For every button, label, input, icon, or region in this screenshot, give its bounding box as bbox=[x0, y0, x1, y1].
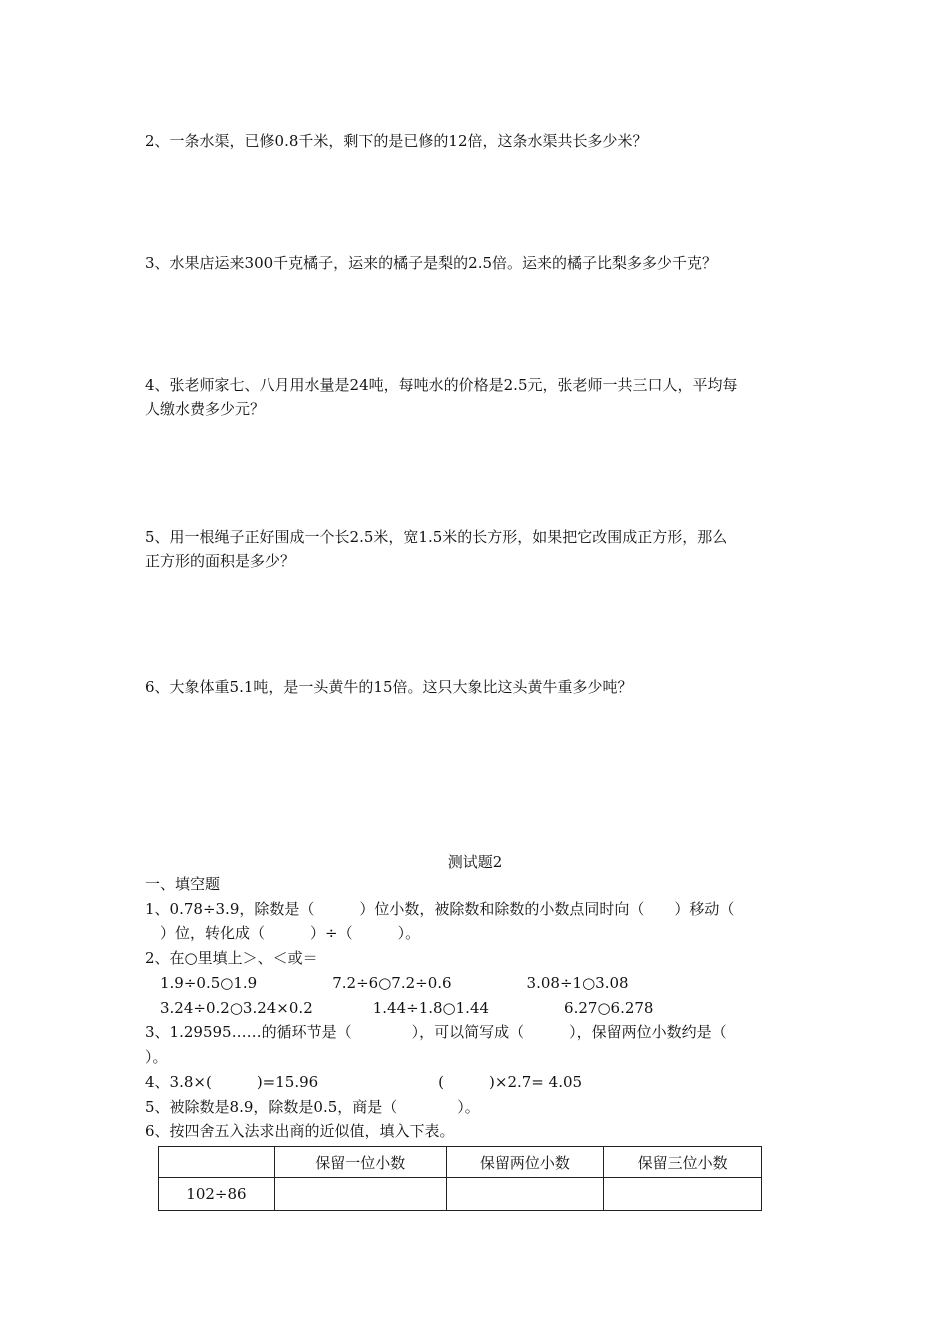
question-6: 6、按四舍五入法求出商的近似值，填入下表。 bbox=[145, 1122, 455, 1140]
question-1-line1: 1、0.78÷3.9，除数是（ ）位小数，被除数和除数的小数点同时向（ ）移动（ bbox=[145, 900, 735, 918]
test-title: 测试题2 bbox=[447, 853, 503, 871]
question-2-row1: 1.9÷0.5○1.9 7.2÷6○7.2÷0.6 3.08÷1○3.08 bbox=[145, 974, 629, 992]
table-cell-answer[interactable] bbox=[604, 1178, 762, 1211]
problem-6: 6、大象体重5.1吨，是一头黄牛的15倍。这只大象比这头黄牛重多少吨？ bbox=[145, 678, 633, 696]
question-1-line2: ）位，转化成（ ）÷（ ）。 bbox=[145, 924, 421, 942]
table-cell: 102÷86 bbox=[159, 1178, 275, 1211]
table-header-cell: 保留一位小数 bbox=[274, 1147, 446, 1178]
question-3-line2: ）。 bbox=[145, 1048, 168, 1066]
table-cell-answer[interactable] bbox=[274, 1178, 446, 1211]
question-2-row2: 3.24÷0.2○3.24×0.2 1.44÷1.8○1.44 6.27○6.278 bbox=[145, 999, 654, 1017]
problem-5-line1: 5、用一根绳子正好围成一个长2.5米，宽1.5米的长方形，如果把它改围成正方形，那么 bbox=[145, 528, 728, 546]
question-2: 2、在○里填上＞、＜或＝ bbox=[145, 949, 318, 967]
question-4: 4、3.8×( )=15.96 ( )×2.7= 4.05 bbox=[145, 1073, 583, 1091]
table-cell-answer[interactable] bbox=[446, 1178, 604, 1211]
approximation-table bbox=[158, 1146, 762, 1211]
question-5: 5、被除数是8.9，除数是0.5，商是（ ）。 bbox=[145, 1098, 480, 1116]
question-3-line1: 3、1.29595……的循环节是（ ），可以简写成（ ），保留两位小数约是（ bbox=[145, 1023, 727, 1041]
problem-4-line1: 4、张老师家七、八月用水量是24吨，每吨水的价格是2.5元，张老师一共三口人，平均每 bbox=[145, 376, 738, 394]
problem-4-line2: 人缴水费多少元？ bbox=[145, 400, 266, 418]
table-header-cell: 保留两位小数 bbox=[446, 1147, 604, 1178]
table-header-cell: 保留三位小数 bbox=[604, 1147, 762, 1178]
problem-2: 2、一条水渠，已修0.8千米，剩下的是已修的12倍，这条水渠共长多少米？ bbox=[145, 132, 648, 150]
table-row bbox=[159, 1178, 762, 1211]
section-heading: 一、填空题 bbox=[145, 875, 221, 893]
table-header-row bbox=[159, 1147, 762, 1178]
problem-5-line2: 正方形的面积是多少？ bbox=[145, 552, 296, 570]
table-header-cell bbox=[159, 1147, 275, 1178]
problem-3: 3、水果店运来300千克橘子，运来的橘子是梨的2.5倍。运来的橘子比梨多多少千克？ bbox=[145, 254, 718, 272]
